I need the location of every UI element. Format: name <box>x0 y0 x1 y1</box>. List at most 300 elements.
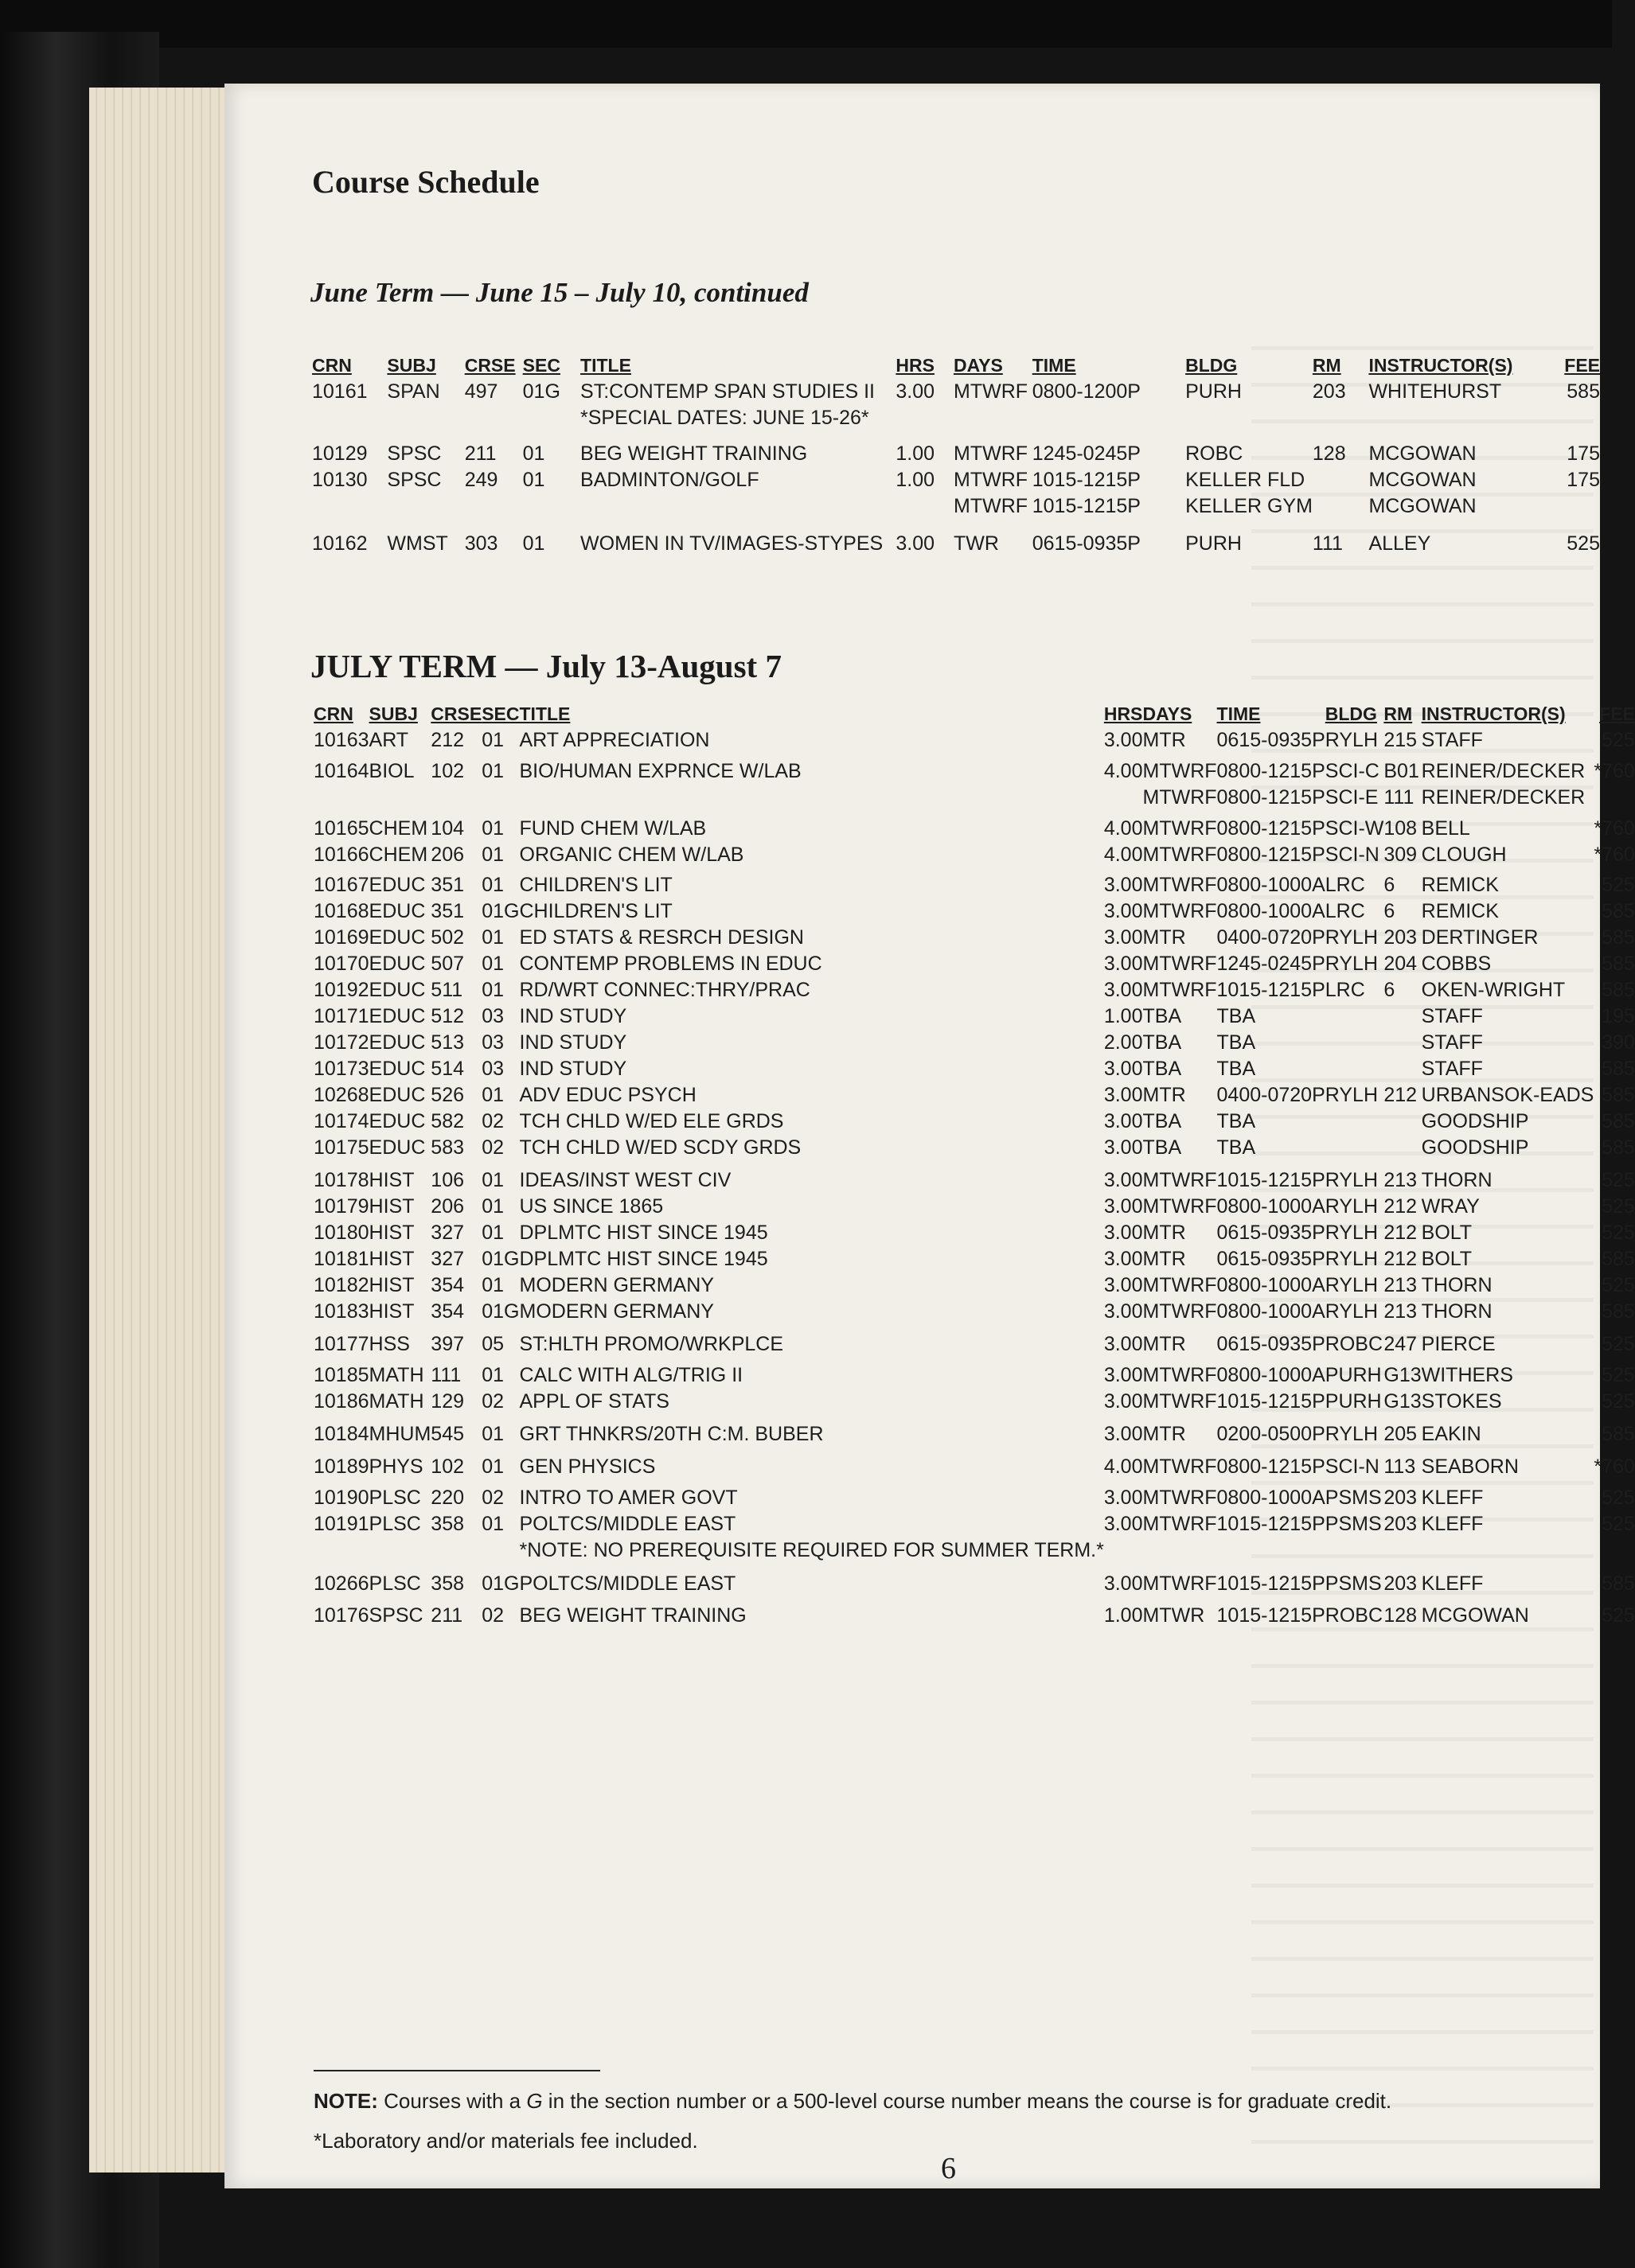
cell-title <box>520 1030 1104 1056</box>
cell-instructor <box>1422 1246 1594 1272</box>
cell-sec-value: 01 <box>482 1222 505 1244</box>
note-label: NOTE: <box>314 2089 378 2113</box>
cell-time-value: 0800-1000A <box>1216 874 1325 896</box>
cell-fee <box>1548 467 1600 531</box>
cell-crse-value: 582 <box>431 1110 465 1132</box>
cell-instructor <box>1422 1362 1594 1389</box>
cell-fee-value: 525 <box>1602 874 1635 896</box>
cell-crn <box>314 1603 369 1629</box>
cell-crn <box>314 1272 369 1299</box>
cell-instructor <box>1422 898 1594 925</box>
cell-bldg <box>1185 379 1313 441</box>
cell-subj-value: EDUC <box>369 1136 426 1159</box>
cell-days-second-line: MTWRF <box>1142 786 1217 809</box>
cell-hrs <box>896 379 954 441</box>
cell-time <box>1217 1030 1325 1056</box>
cell-title-value: GEN PHYSICS <box>519 1455 656 1478</box>
cell-bldg <box>1325 1030 1384 1056</box>
cell-title <box>520 1454 1104 1485</box>
cell-crn <box>314 1485 369 1511</box>
cell-crse-value: 206 <box>431 844 465 866</box>
table-row <box>314 1003 1635 1030</box>
cell-hrs-value: 4.00 <box>1103 844 1143 866</box>
cell-rm <box>1383 1603 1421 1629</box>
july-header-title: TITLE <box>519 703 571 724</box>
cell-subj-value: SPSC <box>387 469 442 491</box>
cell-sec-value: 02 <box>482 1390 505 1413</box>
cell-days <box>1143 951 1217 977</box>
cell-rm <box>1383 1082 1421 1109</box>
cell-crse-value: 212 <box>431 729 465 751</box>
cell-days-second-line: MTWRF <box>954 495 1028 517</box>
cell-instructor-value: STOKES <box>1421 1390 1502 1413</box>
cell-crn-value: 10177 <box>314 1333 369 1355</box>
cell-fee-value: 525 <box>1602 1513 1635 1535</box>
cell-time <box>1217 1389 1325 1421</box>
cell-hrs-value: 3.00 <box>1103 1513 1143 1535</box>
cell-fee <box>1594 1056 1634 1082</box>
cell-instructor-value: KLEFF <box>1421 1513 1484 1535</box>
cell-hrs-value: 3.00 <box>1103 1364 1143 1386</box>
table-row <box>314 816 1635 842</box>
cell-fee-value: 175 <box>1567 442 1600 465</box>
cell-crn <box>314 1511 369 1571</box>
cell-days-value: MTWRF <box>1142 1572 1217 1595</box>
july-header-fee: FEE <box>1599 703 1635 724</box>
cell-hrs-value: 3.00 <box>1103 1333 1143 1355</box>
cell-sec <box>482 1421 519 1454</box>
cell-title <box>520 977 1104 1003</box>
cell-subj <box>369 1299 431 1331</box>
cell-time <box>1217 1485 1325 1511</box>
cell-hrs-value: 3.00 <box>1103 953 1143 975</box>
cell-crn-value: 10172 <box>314 1031 369 1054</box>
cell-hrs <box>1104 758 1143 816</box>
cell-time <box>1217 1299 1325 1331</box>
cell-crse-value: 327 <box>431 1248 465 1270</box>
cell-sec-value: 02 <box>482 1487 505 1509</box>
june-header-sec: SEC <box>522 354 560 376</box>
cell-sec-value: 01G <box>522 380 560 403</box>
cell-hrs-value: 3.00 <box>1103 874 1143 896</box>
cell-title <box>520 1220 1104 1246</box>
cell-crn-value: 10162 <box>312 532 368 555</box>
cell-rm-value: 212 <box>1383 1248 1418 1270</box>
cell-fee-value: 525 <box>1602 1390 1635 1413</box>
cell-crse-value: 507 <box>431 953 465 975</box>
cell-instructor-value: MCGOWAN <box>1368 469 1477 491</box>
cell-fee <box>1594 1511 1634 1571</box>
cell-hrs <box>896 441 954 467</box>
cell-time <box>1217 727 1325 758</box>
cell-instructor-value: GOODSHIP <box>1421 1136 1529 1159</box>
cell-sec <box>482 1571 519 1603</box>
cell-crse <box>431 898 482 925</box>
cell-rm <box>1313 467 1369 531</box>
cell-title-value: MODERN GERMANY <box>519 1300 714 1323</box>
cell-fee <box>1594 872 1634 898</box>
cell-instructor-value: WHITEHURST <box>1368 380 1502 403</box>
cell-rm-value: G13 <box>1383 1364 1422 1386</box>
cell-hrs-value: 4.00 <box>1103 1455 1143 1478</box>
cell-fee-value: 585 <box>1602 1300 1635 1323</box>
june-header-row <box>312 352 1600 379</box>
cell-crse <box>431 816 482 842</box>
cell-crse <box>431 1056 482 1082</box>
cell-crn-value: 10163 <box>314 729 369 751</box>
cell-crse-value: 327 <box>431 1222 465 1244</box>
cell-time <box>1032 467 1185 531</box>
cell-subj-value: HIST <box>369 1222 415 1244</box>
cell-days <box>1143 1511 1217 1571</box>
cell-hrs <box>1104 872 1143 898</box>
cell-days-value: MTWRF <box>1142 1364 1217 1386</box>
cell-crn-value: 10169 <box>314 926 369 949</box>
cell-title <box>520 1421 1104 1454</box>
table-row <box>314 1246 1635 1272</box>
cell-time <box>1217 1220 1325 1246</box>
cell-bldg <box>1325 1511 1384 1571</box>
july-header-time: TIME <box>1216 703 1261 724</box>
cell-days <box>1143 1167 1217 1194</box>
cell-rm <box>1383 1167 1421 1194</box>
cell-rm <box>1383 1299 1421 1331</box>
cell-crn <box>314 925 369 951</box>
cell-title-value: CALC WITH ALG/TRIG II <box>519 1364 743 1386</box>
cell-sec-value: 01 <box>482 1084 505 1106</box>
cell-subj-value: CHEM <box>369 844 428 866</box>
cell-time <box>1217 925 1325 951</box>
cell-time-value: 0800-1000A <box>1216 1195 1325 1218</box>
cell-title <box>520 1272 1104 1299</box>
cell-subj <box>369 758 431 816</box>
cell-days <box>954 531 1032 557</box>
cell-fee-value: 585 <box>1602 926 1635 949</box>
cell-fee <box>1594 1246 1634 1272</box>
cell-rm <box>1383 1220 1421 1246</box>
cell-crse <box>431 1109 482 1135</box>
cell-days <box>1143 1454 1217 1485</box>
cell-sec-value: 02 <box>482 1604 505 1627</box>
cell-sec <box>482 1362 519 1389</box>
cell-crse-value: 220 <box>431 1487 465 1509</box>
cell-rm <box>1383 1485 1421 1511</box>
cell-fee-value: 585 <box>1602 1423 1635 1445</box>
cell-instructor <box>1368 441 1547 467</box>
cell-sec-value: 01 <box>482 1455 505 1478</box>
cell-sec <box>482 1135 519 1167</box>
cell-fee-value: 585 <box>1602 1248 1635 1270</box>
cell-days <box>1143 1109 1217 1135</box>
cell-crn-value: 10168 <box>314 900 369 922</box>
cell-crse-value: 106 <box>431 1169 465 1191</box>
cell-time <box>1217 1362 1325 1389</box>
cell-instructor-value: STAFF <box>1421 1005 1483 1027</box>
june-header-fee: FEE <box>1564 354 1600 376</box>
table-row <box>314 1272 1635 1299</box>
cell-time-value: 0615-0935P <box>1032 532 1141 555</box>
cell-subj-value: PLSC <box>369 1513 421 1535</box>
cell-hrs-value: 3.00 <box>1103 1487 1143 1509</box>
cell-crn <box>314 951 369 977</box>
cell-crn <box>314 1082 369 1109</box>
cell-instructor <box>1422 1299 1594 1331</box>
cell-crn <box>314 1299 369 1331</box>
june-header-hrs: HRS <box>896 354 935 376</box>
cell-hrs-value: 3.00 <box>1103 1248 1143 1270</box>
june-header-instructor: INSTRUCTOR(S) <box>1368 354 1513 376</box>
cell-fee <box>1594 1167 1634 1194</box>
cell-fee-value: 585 <box>1602 953 1635 975</box>
cell-fee-value: 585 <box>1602 1136 1635 1159</box>
cell-days-value: MTWRF <box>954 442 1028 465</box>
cell-time-value: 0800-1200P <box>1032 380 1141 403</box>
cell-rm <box>1383 842 1421 872</box>
cell-time-value: 0615-0935P <box>1216 1333 1325 1355</box>
cell-days <box>1143 1194 1217 1220</box>
cell-hrs-value: 3.00 <box>1103 729 1143 751</box>
cell-fee <box>1594 951 1634 977</box>
cell-instructor-value: PIERCE <box>1421 1333 1496 1355</box>
july-header-days: DAYS <box>1142 703 1192 724</box>
cell-title <box>520 1362 1104 1389</box>
cell-rm-value: 213 <box>1383 1169 1418 1191</box>
cell-subj <box>369 1511 431 1571</box>
cell-sec-value: 01 <box>482 1423 505 1445</box>
cell-title-value: IDEAS/INST WEST CIV <box>519 1169 732 1191</box>
cell-instructor-value: STAFF <box>1421 1031 1483 1054</box>
cell-sec-value: 01 <box>482 1513 505 1535</box>
cell-days-value: MTWRF <box>1142 1390 1217 1413</box>
cell-hrs-value: 3.00 <box>1103 1169 1143 1191</box>
table-row <box>314 1389 1635 1421</box>
cell-bldg-value: SCI-N <box>1325 844 1379 866</box>
cell-hrs <box>1104 1571 1143 1603</box>
cell-instructor-value: SEABORN <box>1421 1455 1519 1478</box>
cell-instructor <box>1422 1485 1594 1511</box>
table-row <box>314 842 1635 872</box>
july-header-crn: CRN <box>314 703 353 724</box>
cell-subj-value: SPSC <box>369 1604 423 1627</box>
cell-rm-value: 203 <box>1383 1487 1418 1509</box>
table-row <box>312 467 1600 531</box>
cell-crse <box>431 727 482 758</box>
cell-bldg <box>1325 727 1384 758</box>
cell-rm <box>1383 1454 1421 1485</box>
cell-crse-value: 397 <box>431 1333 465 1355</box>
cell-time <box>1217 1194 1325 1220</box>
cell-sec <box>482 1389 519 1421</box>
july-header-hrs: HRS <box>1103 703 1143 724</box>
cell-days <box>1143 1299 1217 1331</box>
cell-crse <box>431 1421 482 1454</box>
cell-instructor-value: REMICK <box>1421 874 1499 896</box>
cell-bldg-value: PURH <box>1325 1390 1382 1413</box>
cell-title <box>580 379 896 441</box>
cell-fee <box>1594 1389 1634 1421</box>
cell-time <box>1217 898 1325 925</box>
cell-time-value: 0800-1000A <box>1216 1274 1325 1296</box>
cell-subj <box>369 1571 431 1603</box>
cell-subj <box>369 1246 431 1272</box>
cell-subj <box>369 898 431 925</box>
cell-crn <box>314 1167 369 1194</box>
cell-rm <box>1383 1362 1421 1389</box>
cell-crse <box>431 1571 482 1603</box>
cell-subj-value: HIST <box>369 1274 415 1296</box>
cell-fee <box>1594 1082 1634 1109</box>
table-row <box>314 1454 1635 1485</box>
cell-time-value: 0800-1000A <box>1216 1364 1325 1386</box>
cell-time-value: 0800-1215P <box>1216 817 1325 840</box>
cell-rm-value: 309 <box>1383 844 1418 866</box>
cell-hrs <box>896 467 954 531</box>
cell-crn-value: 10184 <box>314 1423 369 1445</box>
cell-crse <box>431 977 482 1003</box>
cell-crn <box>314 727 369 758</box>
cell-crn <box>314 816 369 842</box>
cell-rm <box>1383 872 1421 898</box>
cell-days <box>1143 816 1217 842</box>
cell-instructor <box>1422 925 1594 951</box>
cell-sec <box>482 1220 519 1246</box>
cell-hrs <box>1104 1389 1143 1421</box>
cell-title <box>520 1246 1104 1272</box>
june-header-days: DAYS <box>954 354 1003 376</box>
cell-crse-value: 358 <box>431 1513 465 1535</box>
cell-instructor-value: EAKIN <box>1421 1423 1481 1445</box>
page-number: 6 <box>941 2152 956 2185</box>
cell-time <box>1217 977 1325 1003</box>
cell-title-value: FUND CHEM W/LAB <box>519 817 707 840</box>
cell-sec <box>482 1109 519 1135</box>
table-row <box>314 758 1635 816</box>
cell-bldg-value: SCI-W <box>1325 817 1384 840</box>
cell-crn <box>314 1030 369 1056</box>
cell-bldg <box>1325 1194 1384 1220</box>
cell-hrs <box>1104 842 1143 872</box>
cell-hrs-value: 3.00 <box>1103 1423 1143 1445</box>
cell-days-value: MTWRF <box>1142 1455 1217 1478</box>
cell-title <box>520 1511 1104 1571</box>
cell-bldg <box>1325 872 1384 898</box>
cell-bldg-value: RYLH <box>1325 1274 1379 1296</box>
cell-title-value: TCH CHLD W/ED SCDY GRDS <box>519 1136 802 1159</box>
cell-bldg <box>1325 758 1384 816</box>
cell-crse <box>431 1246 482 1272</box>
table-row <box>314 1571 1635 1603</box>
cell-subj <box>387 379 464 441</box>
table-row <box>314 1362 1635 1389</box>
cell-rm-value: 213 <box>1383 1300 1418 1323</box>
cell-crn <box>314 842 369 872</box>
cell-sec-value: 01 <box>482 874 505 896</box>
cell-title-value: BEG WEIGHT TRAINING <box>580 442 808 465</box>
cell-subj-value: PLSC <box>369 1487 421 1509</box>
cell-hrs <box>1104 1003 1143 1030</box>
cell-time-value: 0400-0720P <box>1216 1084 1325 1106</box>
cell-bldg-value: RYLH <box>1325 1169 1379 1191</box>
cell-time-value: 1015-1215P <box>1032 469 1141 491</box>
cell-crse-value: 497 <box>464 380 498 403</box>
cell-crse <box>465 441 523 467</box>
cell-bldg <box>1325 1109 1384 1135</box>
cell-rm-value: 6 <box>1383 900 1395 922</box>
cell-crn-value: 10166 <box>314 844 369 866</box>
cell-fee <box>1594 816 1634 842</box>
cell-sec <box>482 1603 519 1629</box>
cell-instructor-value: THORN <box>1421 1300 1493 1323</box>
cell-crse <box>465 531 523 557</box>
cell-subj <box>369 1135 431 1167</box>
cell-subj-value: EDUC <box>369 979 426 1001</box>
cell-crn-value: 10190 <box>314 1487 369 1509</box>
course-special-note: *SPECIAL DATES: JUNE 15-26* <box>580 407 869 429</box>
cell-subj-value: HIST <box>369 1169 415 1191</box>
cell-time-value: 1015-1215P <box>1216 979 1325 1001</box>
cell-sec <box>482 816 519 842</box>
cell-hrs-value: 1.00 <box>896 442 935 465</box>
cell-hrs-value: 3.00 <box>1103 900 1143 922</box>
cell-time-second-line: 0800-1215P <box>1216 786 1325 809</box>
note-letter-g: G <box>526 2089 543 2113</box>
cell-crse <box>431 1485 482 1511</box>
cell-instructor-value: MCGOWAN <box>1421 1604 1529 1627</box>
cell-instructor <box>1422 1571 1594 1603</box>
cell-instructor-value: STAFF <box>1421 1058 1483 1080</box>
cell-crn <box>312 379 387 441</box>
cell-time-value: 0800-1000A <box>1216 1300 1325 1323</box>
cell-sec-value: 01 <box>482 979 505 1001</box>
cell-instructor-value: OKEN-WRIGHT <box>1421 979 1566 1001</box>
cell-title <box>520 1389 1104 1421</box>
cell-hrs-value: 3.00 <box>1103 979 1143 1001</box>
cell-rm-value: 203 <box>1383 1572 1418 1595</box>
cell-rm <box>1383 1272 1421 1299</box>
cell-time <box>1217 816 1325 842</box>
cell-fee-value: 525 <box>1602 1195 1635 1218</box>
cell-rm <box>1383 1571 1421 1603</box>
cell-bldg <box>1325 1135 1384 1167</box>
cell-instructor <box>1422 758 1594 816</box>
cell-subj <box>387 467 464 531</box>
june-header-subj: SUBJ <box>387 354 436 376</box>
cell-instructor-value: URBANSOK-EADS <box>1421 1084 1594 1106</box>
cell-sec <box>523 467 580 531</box>
cell-days <box>1143 1135 1217 1167</box>
cell-time <box>1217 842 1325 872</box>
cell-sec-value: 01 <box>482 760 505 782</box>
cell-subj-value: MATH <box>369 1390 424 1413</box>
cell-time-value: TBA <box>1216 1110 1256 1132</box>
table-row <box>314 872 1635 898</box>
cell-sec <box>482 727 519 758</box>
cell-crn-value: 10266 <box>314 1572 369 1595</box>
cell-days <box>1143 872 1217 898</box>
cell-sec-value: 01G <box>482 1572 520 1595</box>
cell-sec-value: 01G <box>482 1300 520 1323</box>
cell-sec <box>482 977 519 1003</box>
table-row <box>312 441 1600 467</box>
cell-rm <box>1383 1421 1421 1454</box>
cell-instructor <box>1422 842 1594 872</box>
cell-crse <box>431 1167 482 1194</box>
cell-instructor <box>1422 1003 1594 1030</box>
cell-title <box>520 727 1104 758</box>
june-header-bldg: BLDG <box>1185 354 1238 376</box>
cell-time-value: 1015-1215P <box>1216 1169 1325 1191</box>
cell-crn-value: 10192 <box>314 979 369 1001</box>
